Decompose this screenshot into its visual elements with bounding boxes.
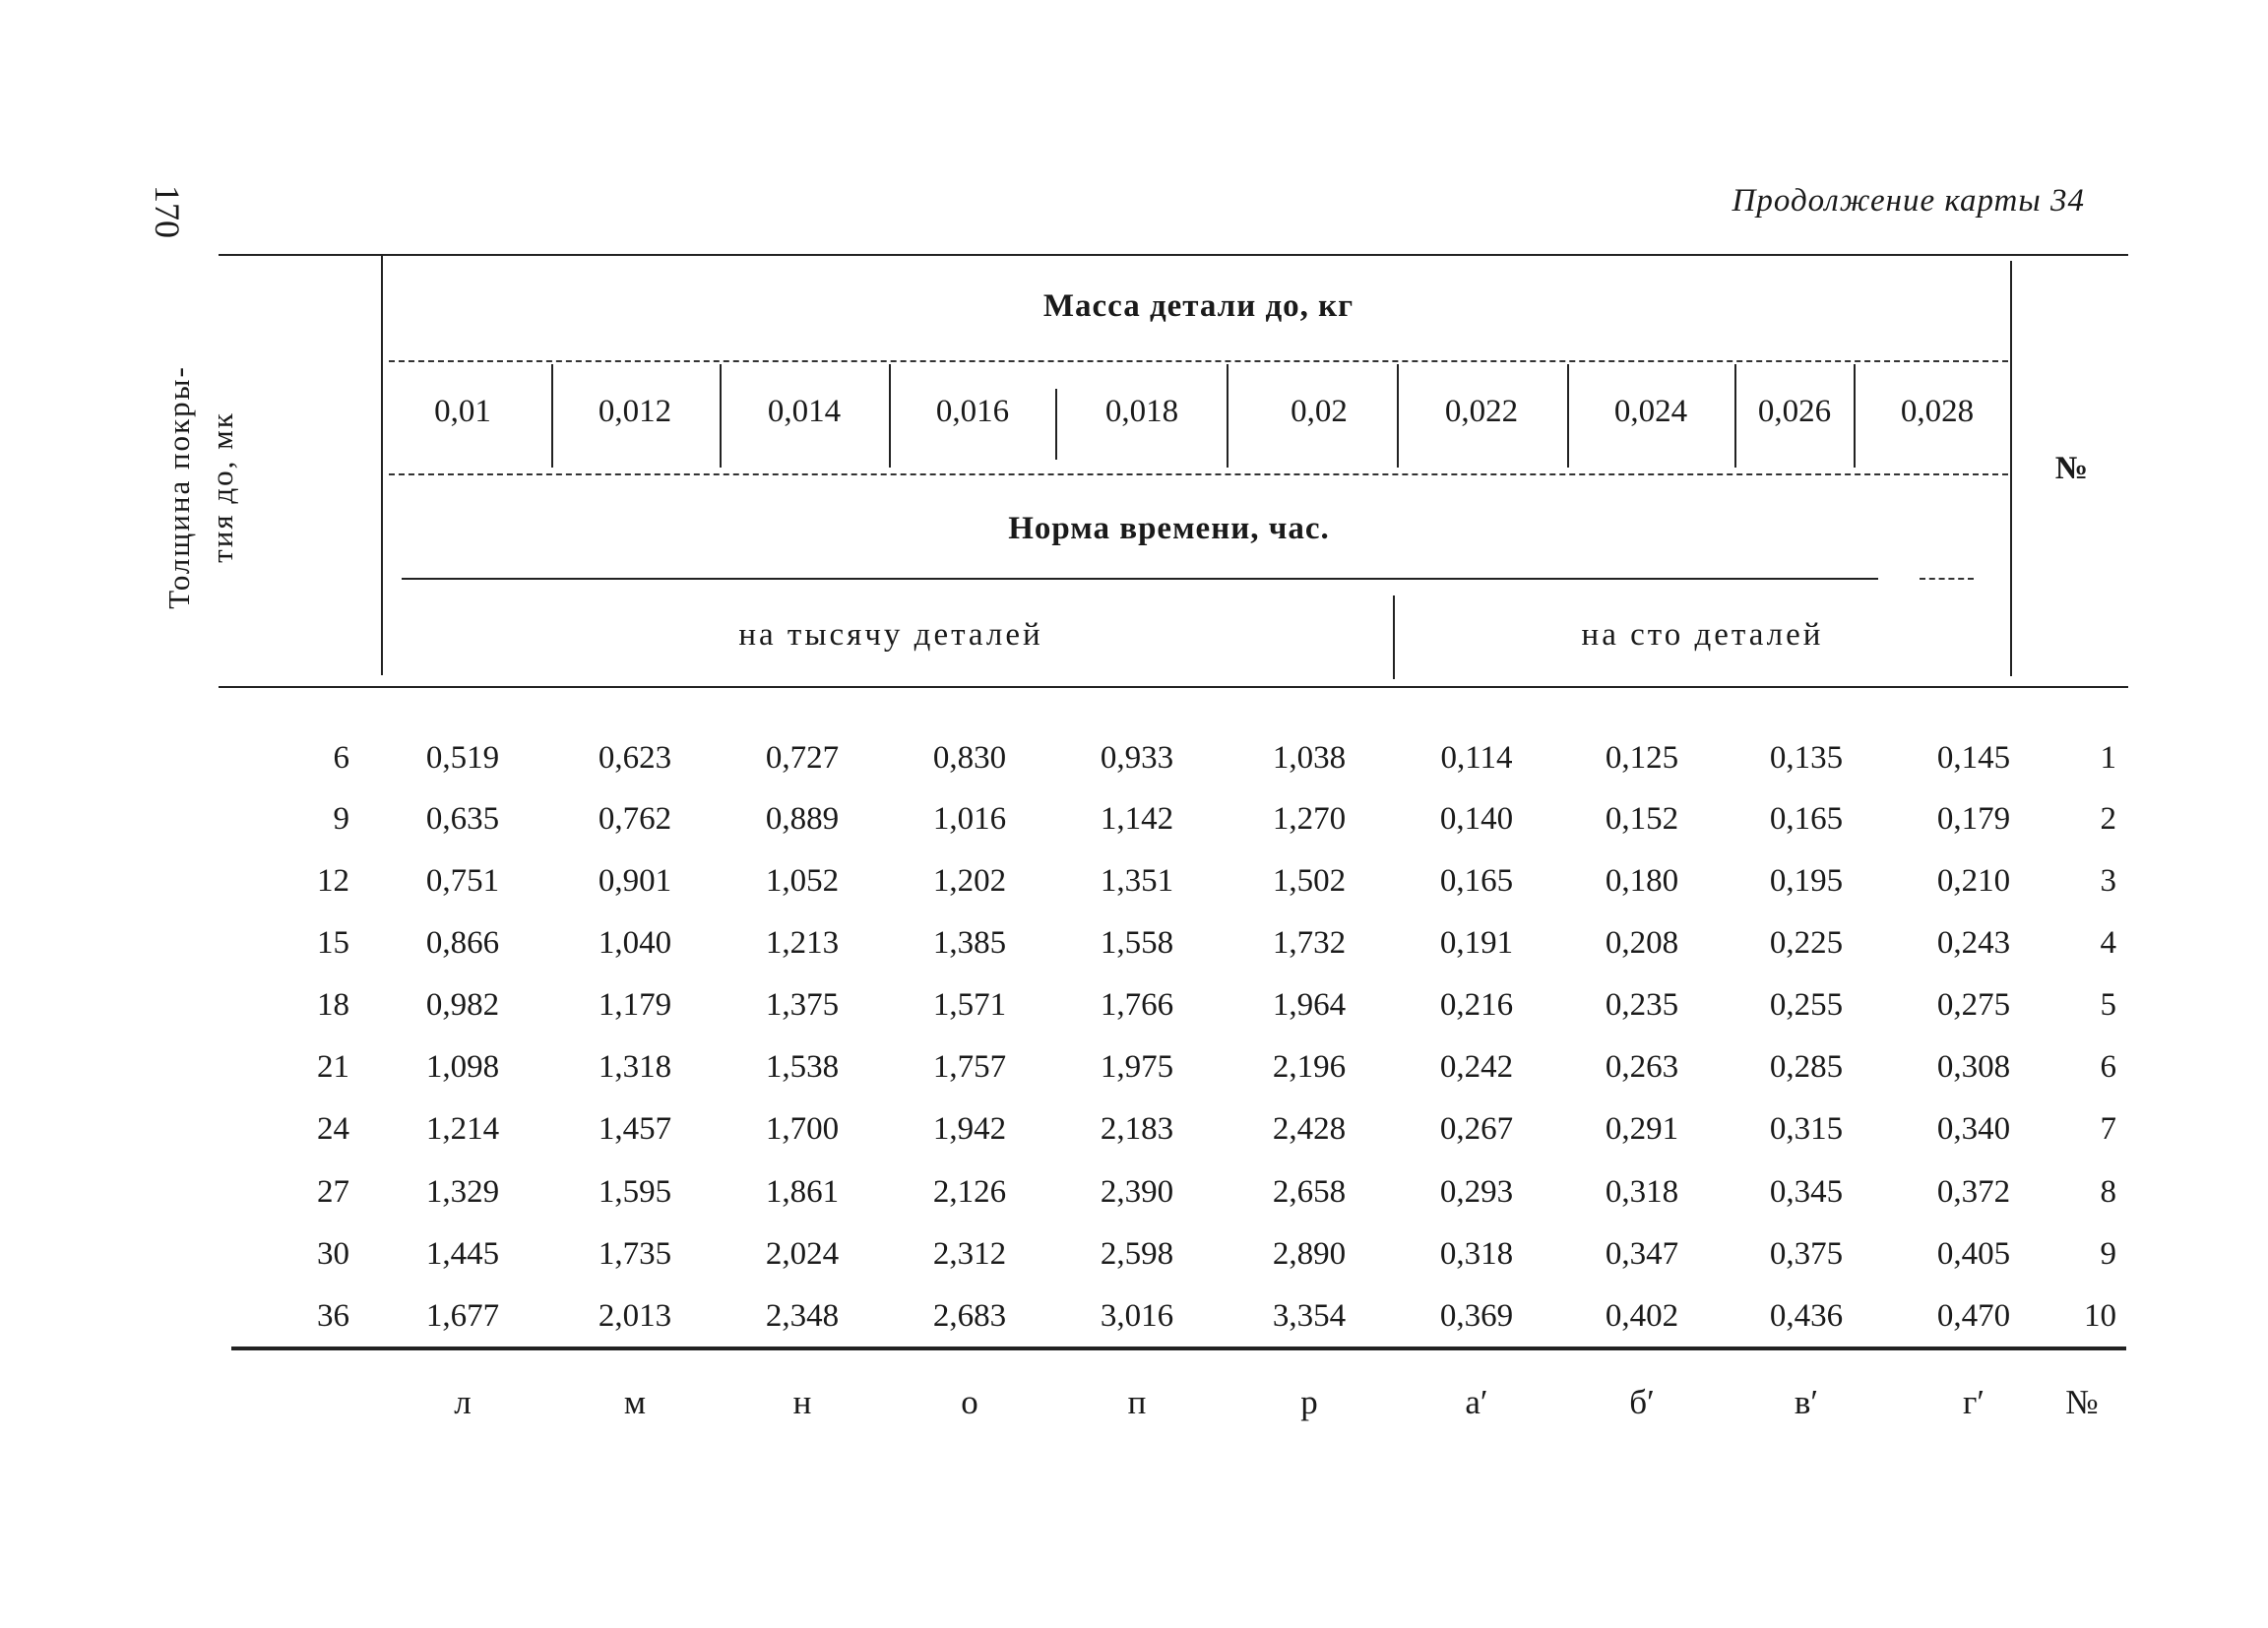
value-cell: 0,242	[1439, 1049, 1514, 1085]
value-cell: 2,183	[1100, 1111, 1174, 1147]
header-bottom-rule	[219, 686, 2128, 688]
value-cell: 0,225	[1769, 925, 1844, 961]
row-number-cell: 4	[2100, 925, 2116, 961]
value-cell: 0,195	[1769, 863, 1844, 899]
footer-number-label: №	[2065, 1383, 2099, 1421]
value-cell: 0,114	[1440, 740, 1513, 776]
value-cell: 2,312	[932, 1236, 1007, 1272]
value-cell: 2,013	[598, 1298, 672, 1334]
value-cell: 2,428	[1272, 1111, 1347, 1147]
mass-value: 0,01	[434, 394, 491, 429]
mass-sep	[1055, 389, 1057, 460]
per-thousand-header: на тысячу деталей	[738, 617, 1043, 653]
value-cell: 2,658	[1272, 1174, 1347, 1210]
mass-value: 0,026	[1757, 394, 1832, 429]
value-cell: 0,345	[1769, 1174, 1844, 1210]
value-cell: 0,145	[1936, 740, 2011, 776]
value-cell: 0,243	[1936, 925, 2011, 961]
row-number-cell: 7	[2100, 1111, 2116, 1147]
value-cell: 0,982	[425, 987, 500, 1023]
norm-divider-tail	[1920, 578, 1974, 580]
mass-value: 0,018	[1104, 394, 1179, 429]
thickness-cell: 6	[333, 740, 349, 776]
value-cell: 1,052	[765, 863, 840, 899]
value-cell: 1,318	[598, 1049, 672, 1085]
value-cell: 0,405	[1936, 1236, 2011, 1272]
value-cell: 1,329	[425, 1174, 500, 1210]
mass-value: 0,014	[767, 394, 842, 429]
column-letter: в′	[1794, 1383, 1819, 1421]
value-cell: 0,436	[1769, 1298, 1844, 1334]
value-cell: 0,318	[1439, 1236, 1514, 1272]
thickness-cell: 15	[317, 925, 349, 961]
value-cell: 0,369	[1439, 1298, 1514, 1334]
value-cell: 1,757	[932, 1049, 1007, 1085]
value-cell: 1,214	[425, 1111, 500, 1147]
thickness-cell: 21	[317, 1049, 349, 1085]
value-cell: 0,165	[1769, 801, 1844, 837]
value-cell: 0,135	[1769, 740, 1844, 776]
row-number-cell: 1	[2100, 740, 2116, 776]
value-cell: 0,340	[1936, 1111, 2011, 1147]
stub-header-line: Толщина покры-	[161, 365, 196, 609]
column-letter: л	[454, 1383, 472, 1421]
number-header: №	[2054, 451, 2090, 486]
value-cell: 3,016	[1100, 1298, 1174, 1334]
norm-divider	[402, 578, 1878, 580]
value-cell: 0,623	[598, 740, 672, 776]
value-cell: 0,635	[425, 801, 500, 837]
row-number-cell: 2	[2100, 801, 2116, 837]
mass-sep	[551, 364, 553, 468]
value-cell: 0,255	[1769, 987, 1844, 1023]
value-cell: 1,385	[932, 925, 1007, 961]
mass-divider	[389, 360, 2008, 362]
value-cell: 0,866	[425, 925, 500, 961]
value-cell: 2,126	[932, 1174, 1007, 1210]
value-cell: 1,375	[765, 987, 840, 1023]
value-cell: 0,901	[598, 863, 672, 899]
value-cell: 2,024	[765, 1236, 840, 1272]
thickness-cell: 30	[317, 1236, 349, 1272]
value-cell: 0,235	[1605, 987, 1679, 1023]
value-cell: 0,285	[1769, 1049, 1844, 1085]
value-cell: 0,889	[765, 801, 840, 837]
mass-value: 0,012	[598, 394, 672, 429]
value-cell: 1,538	[765, 1049, 840, 1085]
value-cell: 1,595	[598, 1174, 672, 1210]
thickness-cell: 27	[317, 1174, 349, 1210]
per-hundred-header: на сто деталей	[1581, 617, 1824, 653]
mass-value: 0,016	[935, 394, 1010, 429]
column-letter: о	[961, 1383, 978, 1421]
value-cell: 3,354	[1272, 1298, 1347, 1334]
value-cell: 0,140	[1439, 801, 1514, 837]
value-cell: 0,152	[1605, 801, 1679, 837]
value-cell: 2,890	[1272, 1236, 1347, 1272]
mass-sep	[889, 364, 891, 468]
row-number-cell: 5	[2100, 987, 2116, 1023]
value-cell: 0,933	[1100, 740, 1174, 776]
value-cell: 0,267	[1439, 1111, 1514, 1147]
value-cell: 1,942	[932, 1111, 1007, 1147]
mass-sep	[1567, 364, 1569, 468]
value-cell: 0,762	[598, 801, 672, 837]
value-cell: 0,470	[1936, 1298, 2011, 1334]
value-cell: 1,213	[765, 925, 840, 961]
mass-header: Масса детали до, кг	[1042, 288, 1354, 324]
value-cell: 0,318	[1605, 1174, 1679, 1210]
value-cell: 0,275	[1936, 987, 2011, 1023]
value-cell: 0,519	[425, 740, 500, 776]
stub-border	[381, 256, 383, 675]
thickness-cell: 9	[333, 801, 349, 837]
mass-sep	[1227, 364, 1228, 468]
value-cell: 1,040	[598, 925, 672, 961]
value-cell: 1,735	[598, 1236, 672, 1272]
value-cell: 0,263	[1605, 1049, 1679, 1085]
value-cell: 0,191	[1439, 925, 1514, 961]
value-cell: 0,179	[1936, 801, 2011, 837]
value-cell: 1,457	[598, 1111, 672, 1147]
stub-header-line: тия до, мк	[205, 411, 239, 563]
value-cell: 1,016	[932, 801, 1007, 837]
value-cell: 0,727	[765, 740, 840, 776]
column-letter: г′	[1962, 1383, 1984, 1421]
page-number: 170	[148, 185, 187, 238]
value-cell: 0,208	[1605, 925, 1679, 961]
value-cell: 2,348	[765, 1298, 840, 1334]
value-cell: 0,347	[1605, 1236, 1679, 1272]
mass-value: 0,028	[1900, 394, 1975, 429]
value-cell: 1,677	[425, 1298, 500, 1334]
value-cell: 0,402	[1605, 1298, 1679, 1334]
mass-value: 0,022	[1444, 394, 1519, 429]
value-cell: 1,861	[765, 1174, 840, 1210]
mass-value: 0,024	[1613, 394, 1688, 429]
norm-header: Норма времени, час.	[1008, 511, 1330, 546]
table-top-rule	[219, 254, 2128, 256]
value-cell: 2,598	[1100, 1236, 1174, 1272]
number-col-border	[2010, 261, 2012, 676]
row-number-cell: 8	[2100, 1174, 2116, 1210]
value-cell: 0,180	[1605, 863, 1679, 899]
value-cell: 0,293	[1439, 1174, 1514, 1210]
value-cell: 1,179	[598, 987, 672, 1023]
column-letter: р	[1300, 1383, 1318, 1421]
thickness-cell: 18	[317, 987, 349, 1023]
thickness-cell: 24	[317, 1111, 349, 1147]
value-cell: 1,038	[1272, 740, 1347, 776]
value-cell: 2,196	[1272, 1049, 1347, 1085]
thickness-cell: 12	[317, 863, 349, 899]
value-cell: 1,964	[1272, 987, 1347, 1023]
value-cell: 1,700	[765, 1111, 840, 1147]
value-cell: 0,372	[1936, 1174, 2011, 1210]
value-cell: 1,558	[1100, 925, 1174, 961]
mass-sep	[720, 364, 722, 468]
column-letter: м	[623, 1383, 647, 1421]
thickness-cell: 36	[317, 1298, 349, 1334]
column-letter: п	[1127, 1383, 1147, 1421]
value-cell: 1,502	[1272, 863, 1347, 899]
value-cell: 1,975	[1100, 1049, 1174, 1085]
row-number-cell: 3	[2100, 863, 2116, 899]
column-letter: б′	[1629, 1383, 1655, 1421]
value-cell: 0,291	[1605, 1111, 1679, 1147]
mass-value: 0,02	[1291, 394, 1348, 429]
column-letter: а′	[1465, 1383, 1488, 1421]
value-cell: 1,142	[1100, 801, 1174, 837]
value-cell: 0,830	[932, 740, 1007, 776]
value-cell: 0,210	[1936, 863, 2011, 899]
value-cell: 2,390	[1100, 1174, 1174, 1210]
value-cell: 0,751	[425, 863, 500, 899]
row-number-cell: 10	[2084, 1298, 2116, 1334]
value-cell: 1,732	[1272, 925, 1347, 961]
value-cell: 0,125	[1605, 740, 1679, 776]
value-cell: 0,315	[1769, 1111, 1844, 1147]
values-divider	[389, 473, 2008, 475]
value-cell: 0,165	[1439, 863, 1514, 899]
column-letter: н	[792, 1383, 812, 1421]
value-cell: 0,375	[1769, 1236, 1844, 1272]
value-cell: 1,766	[1100, 987, 1174, 1023]
value-cell: 1,351	[1100, 863, 1174, 899]
value-cell: 1,202	[932, 863, 1007, 899]
continuation-title: Продолжение карты 34	[1732, 183, 2085, 219]
value-cell: 1,571	[932, 987, 1007, 1023]
value-cell: 0,216	[1439, 987, 1514, 1023]
value-cell: 1,270	[1272, 801, 1347, 837]
row-number-cell: 6	[2100, 1049, 2116, 1085]
row-number-cell: 9	[2100, 1236, 2116, 1272]
value-cell: 0,308	[1936, 1049, 2011, 1085]
value-cell: 1,098	[425, 1049, 500, 1085]
value-cell: 2,683	[932, 1298, 1007, 1334]
table-bottom-rule	[231, 1346, 2126, 1350]
value-cell: 1,445	[425, 1236, 500, 1272]
